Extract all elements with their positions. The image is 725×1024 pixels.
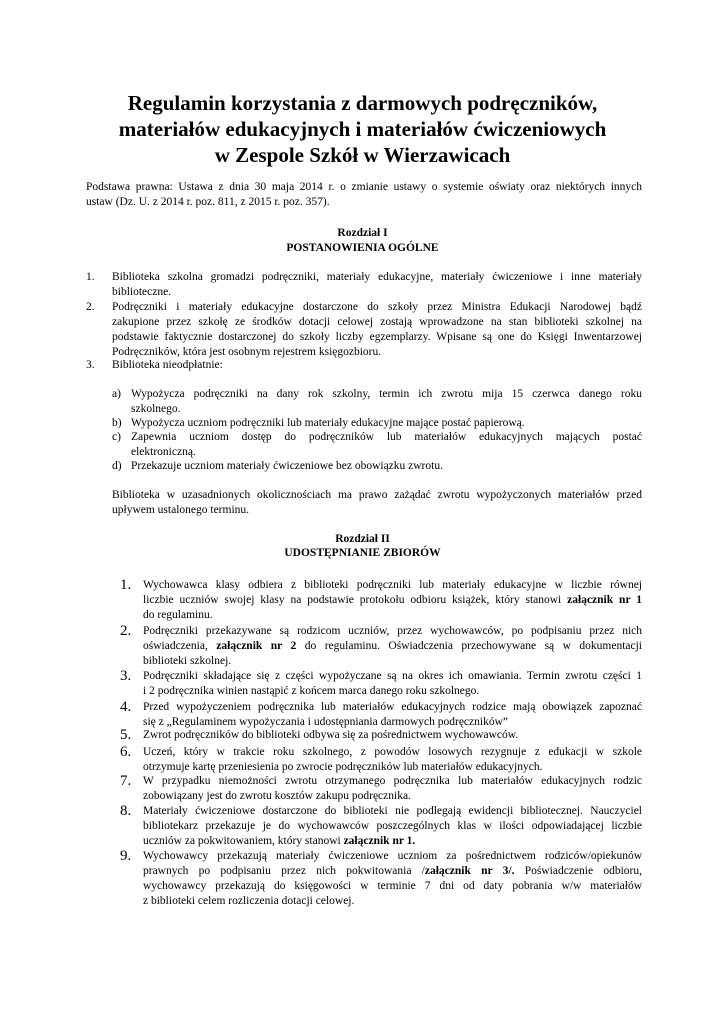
ch2-item-9-line-1: Wychowawcy przekazują materiały ćwiczeniowe uczniom za pośrednictwem rodziców/opiekunów <box>143 850 642 862</box>
ch1-closing-paragraph <box>112 488 642 518</box>
ch1-closing-line-2: upływem ustalonego terminu. <box>112 504 250 516</box>
ch2-item-1 <box>143 578 642 623</box>
legal-basis-line-1: Podstawa prawna: Ustawa z dnia 30 maja 2014 r. o zmianie ustawy o systemie oświaty oraz niektórych innych <box>86 181 642 193</box>
ch2-item-5 <box>143 728 642 743</box>
attachment-ref: załącznik nr 1 <box>567 594 642 606</box>
ch1-subitem-a-line-1: Wypożycza podręczniki na dany rok szkolny, termin ich zwrotu mija 15 czerwca danego roku <box>131 388 642 400</box>
ch2-item-4-line-2: się z „Regulaminem wypożyczania i udostępniania darmowych podręczników” <box>143 716 508 728</box>
ch2-item-1-line-2 <box>143 593 642 608</box>
attachment-ref: załącznik nr 3/. <box>424 865 515 877</box>
ch1-subitem-a-label: a) <box>112 388 121 400</box>
ch1-item-3-line-1: Biblioteka nieodpłatnie: <box>112 359 223 371</box>
legal-basis <box>86 180 642 210</box>
ch2-item-8-text: uczniów za pokwitowaniem, który stanowi <box>143 835 344 847</box>
ch2-item-5-number: 5. <box>120 727 132 743</box>
ch2-item-2-line-1: Podręczniki przekazywane są rodzicom uczniów, przez wychowawców, po podpisaniu przez nich <box>143 625 642 637</box>
ch1-subitem-a-line-2: szkolnego. <box>131 403 181 415</box>
ch2-item-9-line-4: z biblioteki celem rozliczenia dotacji celowej. <box>143 895 355 907</box>
ch2-item-1-text: liczbie uczniów swojej klasy na podstawie protokołu odbioru książek, który stanowi <box>143 594 568 606</box>
ch2-item-4 <box>143 700 642 730</box>
ch1-subitem-c-label: c) <box>112 431 121 443</box>
ch2-item-7-line-1: W przypadku niemożności zwrotu otrzymanego podręcznika lub materiałów edukacyjnych rodzic <box>143 775 642 787</box>
title-line-3: w Zespole Szkół w Wierzawicach <box>214 143 511 167</box>
ch1-subitem-c-line-2: elektroniczną. <box>131 446 196 458</box>
ch2-item-8-line-3 <box>143 834 642 849</box>
ch1-subitem-c <box>131 430 642 460</box>
ch2-item-9-text-c: Poświadczenie odbioru, <box>514 865 642 877</box>
ch1-subitem-d-line-1: Przekazuje uczniom materiały ćwiczeniowe bez obowiązku zwrotu. <box>131 460 443 472</box>
ch2-item-9-text-a: prawnych po podpisaniu przez nich pokwitowania / <box>143 865 425 877</box>
ch1-item-2-line-1: Podręczniki i materiały edukacyjne dostarczone do szkoły przez Ministra Edukacji Narodowej bądź <box>112 301 642 313</box>
ch1-item-2-number: 2. <box>86 301 95 313</box>
ch2-item-3-line-1: Podręczniki składające się z części wypożyczane są na okres ich omawiania. Termin zwrotu części 1 <box>143 670 642 682</box>
ch2-item-5-line-1: Zwrot podręczników do biblioteki odbywa się za pośrednictwem wychowawców. <box>143 729 519 741</box>
ch2-item-6-number: 6. <box>120 744 132 760</box>
ch2-item-4-number: 4. <box>120 699 132 715</box>
ch2-item-1-line-3: do regulaminu. <box>143 609 213 621</box>
ch1-subitem-c-line-1: Zapewnia uczniom dostęp do podręczników lub materiałów edukacyjnych mających postać <box>131 431 642 443</box>
ch2-item-2-text-a: oświadczenia, <box>143 640 217 652</box>
ch2-item-6-line-2: otrzymuje kartę przeniesienia po zwrocie podręczników lub materiałów edukacyjnych. <box>143 761 543 773</box>
attachment-ref: załącznik nr 2 <box>216 640 297 652</box>
ch1-item-1-line-2: biblioteczne. <box>112 286 172 298</box>
ch1-subitem-d-label: d) <box>112 460 122 472</box>
title-line-2: materiałów edukacyjnych i materiałów ćwiczeniowych <box>118 117 607 141</box>
ch2-item-8 <box>143 804 642 849</box>
ch1-item-1 <box>112 270 642 300</box>
ch2-item-3 <box>143 669 642 699</box>
chapter-1-subheading: POSTANOWIENIA OGÓLNE <box>286 242 439 254</box>
ch2-item-1-line-1: Wychowawca klasy odbiera z biblioteki podręczniki lub materiały edukacyjne w liczbie równej <box>143 579 642 591</box>
ch2-item-8-number: 8. <box>120 803 132 819</box>
chapter-2-heading: Rozdział II <box>335 533 390 545</box>
ch1-item-1-line-1: Biblioteka szkolna gromadzi podręczniki, materiały edukacyjne, materiały ćwiczeniowe i inne materiały <box>112 271 642 283</box>
ch2-item-8-line-2: bibliotekarz przekazuje je do wychowawców poszczególnych klas w ilości odpowiadającej liczbie <box>143 820 642 832</box>
ch2-item-7-line-2: zobowiązany jest do zwrotu kosztów zakupu podręcznika. <box>143 790 411 802</box>
legal-basis-line-2: ustaw (Dz. U. z 2014 r. poz. 811, z 2015 r. poz. 357). <box>86 196 330 208</box>
ch2-item-6 <box>143 745 642 775</box>
ch1-closing-line-1: Biblioteka w uzasadnionych okolicznościach ma prawo zażądać zwrotu wypożyczonych materiałów przed <box>112 489 642 501</box>
ch2-item-8-line-1: Materiały ćwiczeniowe dostarczone do biblioteki nie podlegają ewidencji bibliotecznej. Nauczyciel <box>143 805 642 817</box>
ch2-item-9-line-3: wychowawcy przekazują do księgowości w terminie 7 dni od daty pobrania w/w materiałów <box>143 880 642 892</box>
ch1-subitem-d <box>131 459 642 474</box>
ch1-subitem-b-line-1: Wypożycza uczniom podręczniki lub materiały edukacyjne mające postać papierową. <box>131 417 525 429</box>
ch2-item-2-line-3: biblioteki szkolnej. <box>143 655 232 667</box>
ch1-subitem-a <box>131 387 642 417</box>
ch1-item-2-line-3: podstawie faktycznie dostarczonej do szkoły liczby egzemplarzy. Wpisane są one do Księgi Inwentarzowej <box>112 331 642 343</box>
ch2-item-3-number: 3. <box>120 668 132 684</box>
document-title <box>60 90 665 168</box>
title-line-1: Regulamin korzystania z darmowych podręczników, <box>127 91 598 115</box>
ch1-item-2-line-2: zakupione przez szkołę ze środków dotacji celowej zostają wprowadzone na stan biblioteki szkolnej na <box>112 316 642 328</box>
ch2-item-9-line-2 <box>143 864 642 879</box>
ch2-item-9-number: 9. <box>120 848 132 864</box>
ch2-item-9 <box>143 849 642 909</box>
chapter-2-subheading: UDOSTĘPNIANIE ZBIORÓW <box>284 547 441 559</box>
chapter-1-heading: Rozdział I <box>337 227 388 239</box>
ch1-item-2 <box>112 300 642 360</box>
ch2-item-2-text-c: do regulaminu. Oświadczenia przechowywane są w dokumentacji <box>296 640 642 652</box>
ch2-item-2-line-2 <box>143 639 642 654</box>
ch2-item-3-line-2: i 2 podręcznika winien nastąpić z końcem marca danego roku szkolnego. <box>143 685 480 697</box>
ch2-item-1-number: 1. <box>120 577 132 593</box>
ch2-item-2 <box>143 624 642 669</box>
ch2-item-7-number: 7. <box>120 773 132 789</box>
ch1-item-3-number: 3. <box>86 359 95 371</box>
ch2-item-4-line-1: Przed wypożyczeniem podręcznika lub materiałów edukacyjnych rodzice mają obowiązek zapoznać <box>143 701 642 713</box>
ch1-item-1-number: 1. <box>86 271 95 283</box>
ch1-item-3 <box>112 358 642 373</box>
ch1-subitem-b <box>131 416 642 431</box>
attachment-ref: załącznik nr 1. <box>343 835 416 847</box>
ch2-item-7 <box>143 774 642 804</box>
ch2-item-6-line-1: Uczeń, który w trakcie roku szkolnego, z powodów losowych rezygnuje z edukacji w szkole <box>143 746 642 758</box>
ch1-item-2-line-4: Podręczników, która jest osobnym rejestrem księgozbioru. <box>112 346 382 358</box>
ch2-item-2-number: 2. <box>120 623 132 639</box>
ch1-subitem-b-label: b) <box>112 417 122 429</box>
